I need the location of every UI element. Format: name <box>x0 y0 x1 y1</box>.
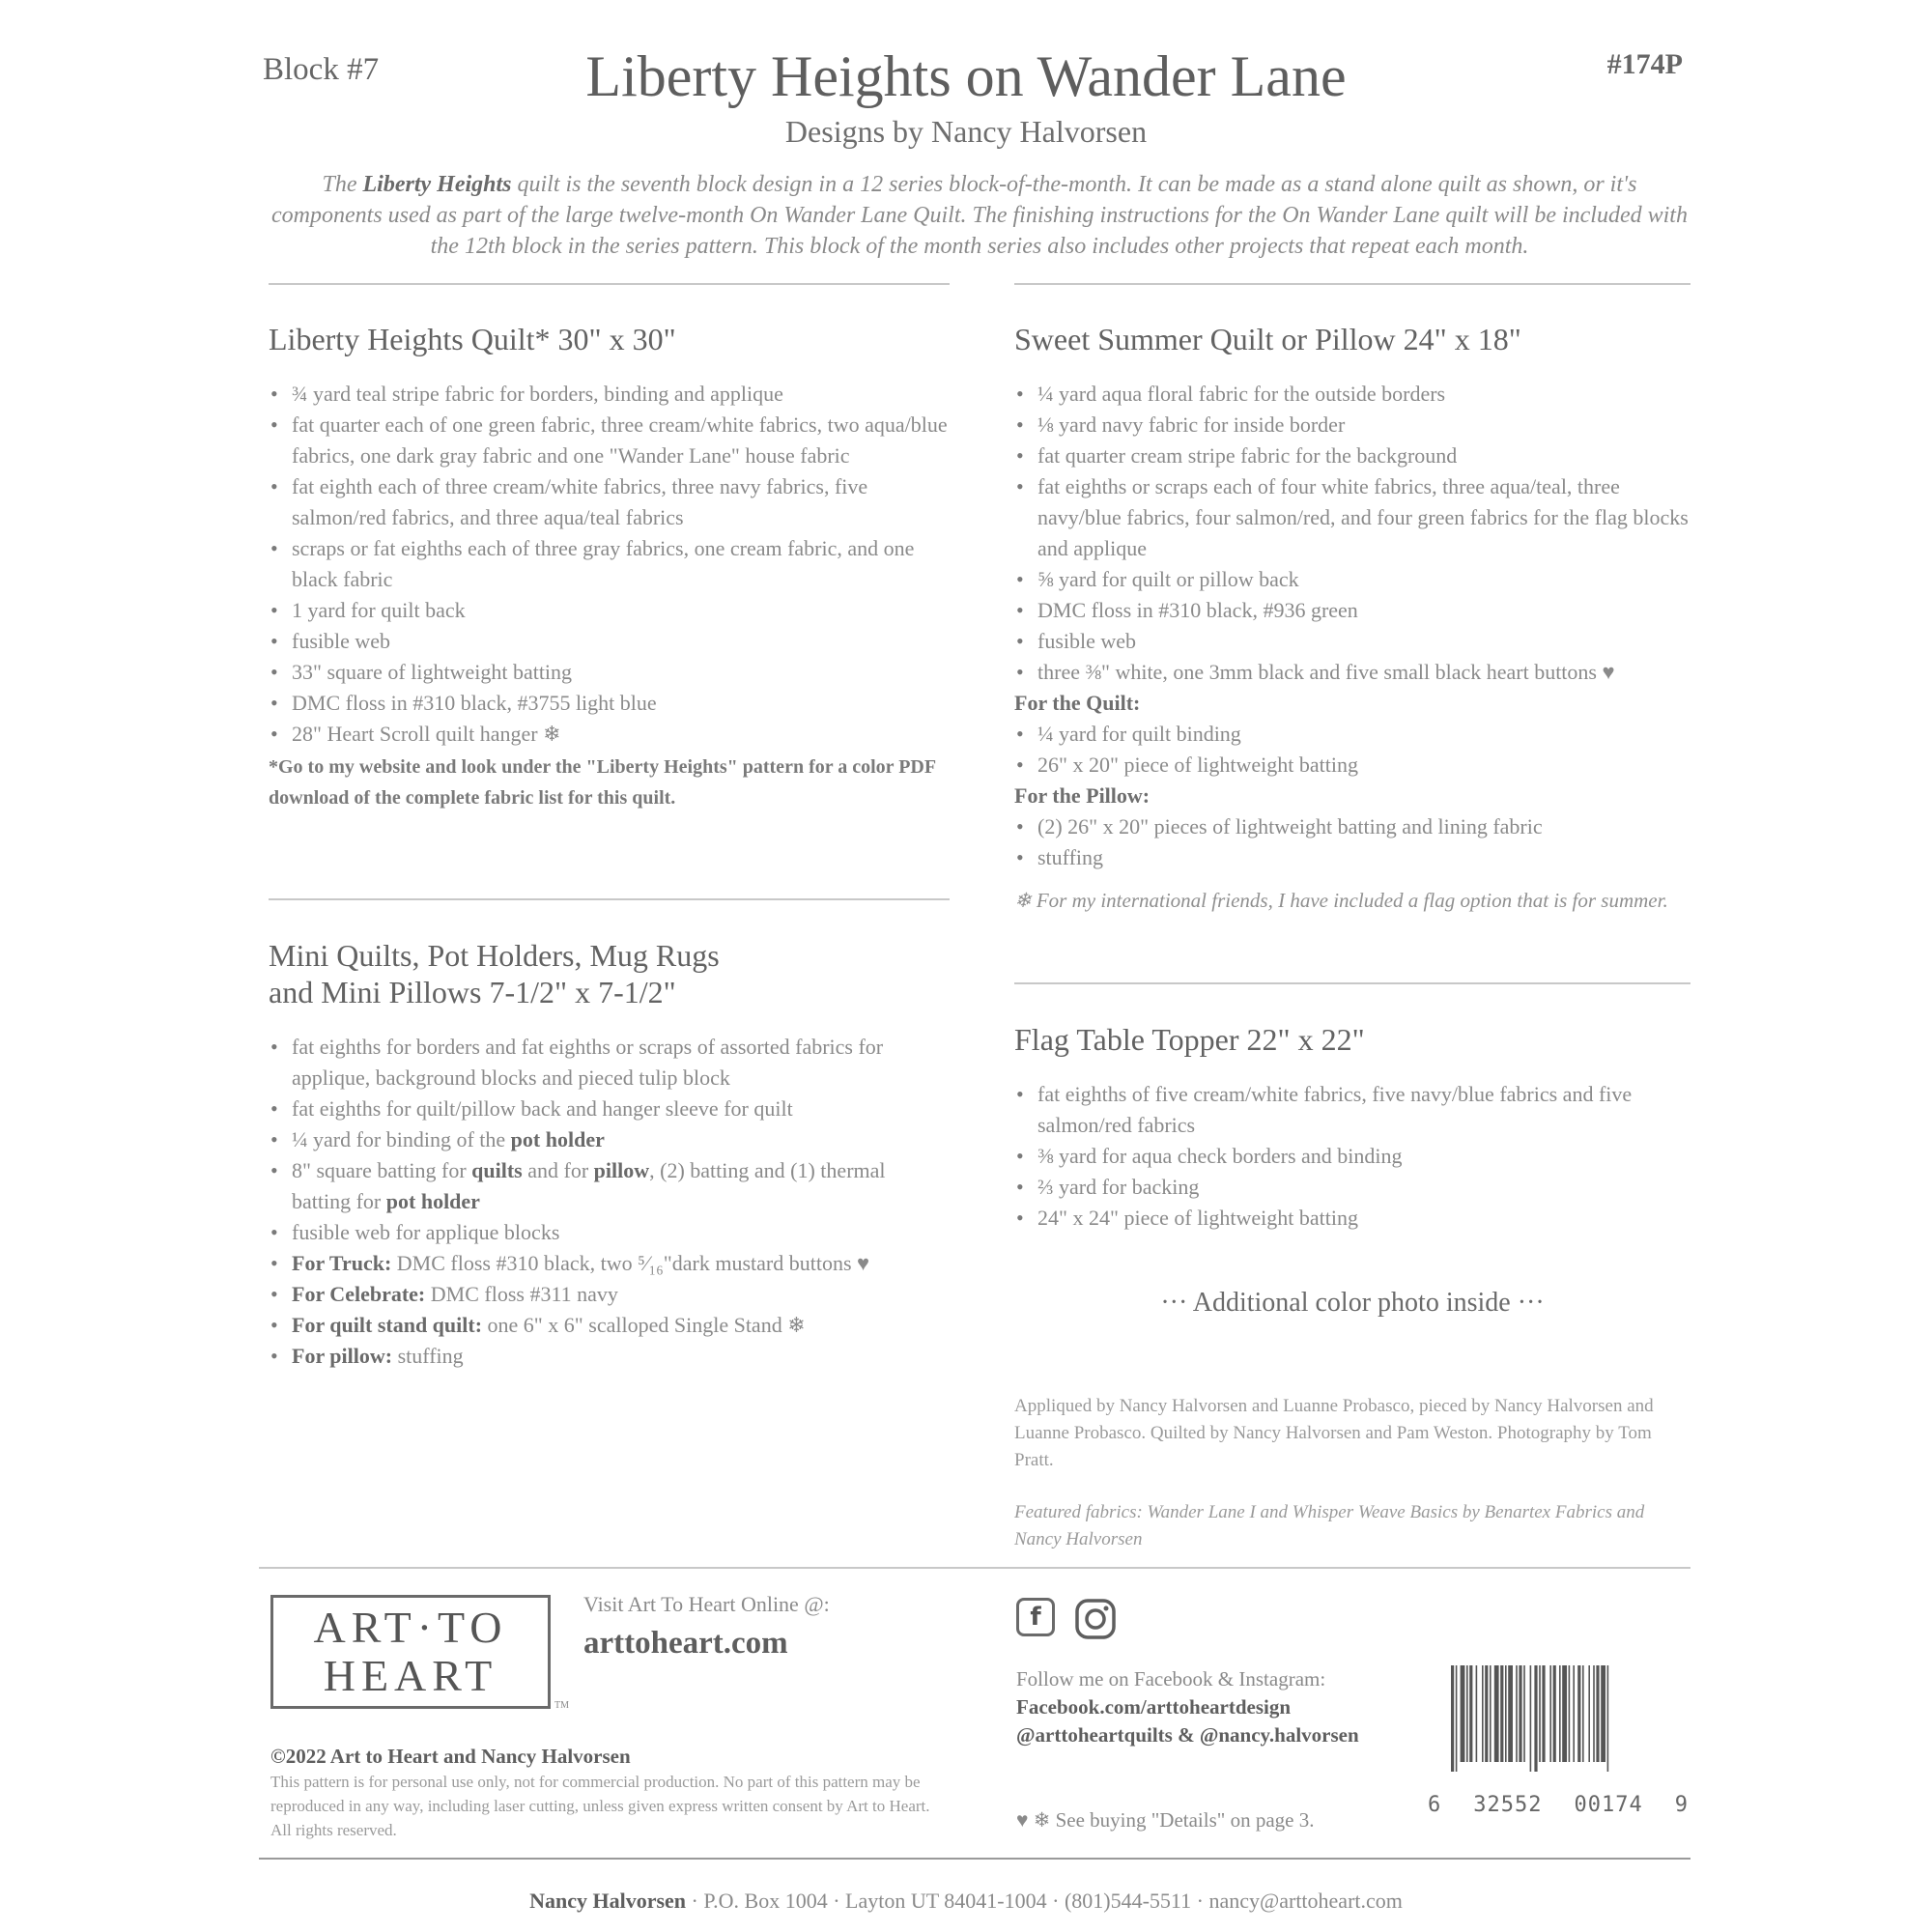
list-item: • ¼ yard for quilt binding <box>1014 719 1690 750</box>
designer-subtitle: Designs by Nancy Halvorsen <box>784 114 1148 149</box>
list-item: • 1 yard for quilt back <box>269 595 950 626</box>
barcode-bar <box>1539 1665 1541 1762</box>
divider <box>269 283 950 285</box>
barcode-bar <box>1601 1665 1605 1762</box>
list-item: • 33" square of lightweight batting <box>269 657 950 688</box>
list-item: • (2) 26" x 20" pieces of lightweight batting and lining fabric <box>1014 811 1690 842</box>
barcode-bar <box>1456 1665 1458 1772</box>
list-item: • For Truck: DMC floss #310 black, two ⁵⁄₁₆"dark mustard buttons ♥ <box>269 1248 950 1279</box>
barcode-bar <box>1466 1665 1468 1762</box>
list-item: • fat eighths for borders and fat eighths or scraps of assorted fabrics for applique, background blocks and pieced tulip block <box>269 1032 950 1094</box>
liberty-heights-section <box>269 321 950 813</box>
liberty-heights-list <box>269 379 950 750</box>
barcode-bar <box>1516 1665 1518 1762</box>
barcode-bar <box>1490 1665 1492 1762</box>
mini-quilts-title-line2: and Mini Pillows 7-1/2" x 7-1/2" <box>269 975 676 1009</box>
website-link[interactable]: arttoheart.com <box>583 1626 788 1661</box>
logo-line2: HEART <box>323 1651 498 1700</box>
barcode-bar <box>1494 1665 1499 1762</box>
barcode-bar <box>1485 1665 1488 1762</box>
mini-quilts-title-line1: Mini Quilts, Pot Holders, Mug Rugs <box>269 938 720 973</box>
credits: Appliqued by Nancy Halvorsen and Luanne Probasco, pieced by Nancy Halvorsen and Luanne Probasco. Quilted by Nancy Halvorsen and Pam Weston. Photography by Tom Pratt. <box>1014 1396 1654 1470</box>
visit-label: Visit Art To Heart Online @: <box>583 1592 830 1616</box>
instagram-icon[interactable] <box>1074 1598 1117 1640</box>
barcode-bar <box>1476 1665 1478 1762</box>
list-item: • fat eighths or scraps each of four white fabrics, three aqua/teal, three navy/blue fabrics, four salmon/red, and four green fabrics for the flag blocks and applique <box>1014 471 1690 564</box>
list-item: • 8" square batting for quilts and for pillow, (2) batting and (1) thermal batting for pot holder <box>269 1155 950 1217</box>
list-item: • ¼ yard for binding of the pot holder <box>269 1124 950 1155</box>
barcode-bar <box>1573 1665 1575 1762</box>
list-item: • For pillow: stuffing <box>269 1341 950 1372</box>
barcode <box>1449 1665 1662 1772</box>
list-item: • ⅛ yard navy fabric for inside border <box>1014 410 1690 440</box>
international-note: ❄ For my international friends, I have included a flag option that is for summer. <box>1014 889 1668 912</box>
mini-quilts-list <box>269 1032 950 1372</box>
facebook-link[interactable]: Facebook.com/arttoheartdesign <box>1016 1695 1292 1719</box>
list-item: • fusible web <box>269 626 950 657</box>
list-item: • three ⅜" white, one 3mm black and five small black heart buttons ♥ <box>1014 657 1690 688</box>
facebook-icon[interactable]: f <box>1016 1598 1055 1636</box>
barcode-bar <box>1607 1665 1609 1772</box>
barcode-bar <box>1461 1665 1465 1762</box>
for-the-quilt-heading: For the Quilt: <box>1014 691 1141 715</box>
sweet-summer-list <box>1014 379 1690 688</box>
barcode-bar <box>1569 1665 1571 1762</box>
barcode-bar <box>1577 1665 1580 1762</box>
liberty-heights-note: *Go to my website and look under the "Liberty Heights" pattern for a color PDF download of the complete fabric list for this quilt. <box>269 756 936 809</box>
list-item: • ¼ yard aqua floral fabric for the outside borders <box>1014 379 1690 410</box>
barcode-bar <box>1482 1665 1484 1762</box>
list-item: • fat eighths of five cream/white fabrics, five navy/blue fabrics and five salmon/red fabrics <box>1014 1079 1690 1141</box>
barcode-bar <box>1559 1665 1561 1762</box>
instagram-handles[interactable]: @arttoheartquilts & @nancy.halvorsen <box>1016 1723 1359 1747</box>
for-the-pillow-heading: For the Pillow: <box>1014 783 1151 808</box>
barcode-bar <box>1588 1665 1590 1762</box>
list-item: • 26" x 20" piece of lightweight batting <box>1014 750 1690 781</box>
list-item: • scraps or fat eighths each of three gray fabrics, one cream fabric, and one black fabric <box>269 533 950 595</box>
barcode-bar <box>1505 1665 1507 1762</box>
sweet-summer-title: Sweet Summer Quilt or Pillow 24" x 18" <box>1014 322 1521 356</box>
details-note: ♥ ❄ See buying "Details" on page 3. <box>1016 1808 1315 1832</box>
art-to-heart-logo <box>270 1595 551 1709</box>
follow-info <box>1016 1665 1422 1749</box>
divider <box>1014 982 1690 984</box>
list-item: • For Celebrate: DMC floss #311 navy <box>269 1279 950 1310</box>
list-item: • DMC floss in #310 black, #3755 light blue <box>269 688 950 719</box>
list-item: • ¾ yard teal stripe fabric for borders, binding and applique <box>269 379 950 410</box>
barcode-bar <box>1593 1665 1595 1762</box>
footer-contact: Nancy Halvorsen · P.O. Box 1004 · Layton UT 84041-1004 · (801)544-5511 · nancy@arttoheart.com <box>529 1889 1403 1913</box>
flag-topper-list <box>1014 1079 1690 1234</box>
copyright: ©2022 Art to Heart and Nancy Halvorsen <box>270 1745 631 1768</box>
divider <box>1014 283 1690 285</box>
liberty-heights-title: Liberty Heights Quilt* 30" x 30" <box>269 322 676 356</box>
divider <box>259 1858 1690 1860</box>
list-item: • ⅝ yard for quilt or pillow back <box>1014 564 1690 595</box>
list-item: • DMC floss in #310 black, #936 green <box>1014 595 1690 626</box>
flag-topper-section <box>1014 1021 1690 1234</box>
barcode-bar <box>1500 1665 1503 1762</box>
mini-quilts-section <box>269 937 950 1372</box>
logo-line1: ART·TO <box>313 1603 508 1652</box>
barcode-bar <box>1451 1665 1454 1772</box>
barcode-bar <box>1549 1665 1551 1762</box>
barcode-digits: 6 32552 00174 9 <box>1428 1793 1689 1817</box>
trademark: TM <box>554 1700 569 1711</box>
barcode-bar <box>1508 1665 1513 1762</box>
follow-label: Follow me on Facebook & Instagram: <box>1016 1667 1326 1690</box>
barcode-bar <box>1582 1665 1584 1762</box>
barcode-bar <box>1553 1665 1556 1762</box>
featured-fabrics: Featured fabrics: Wander Lane I and Whisper Weave Basics by Benartex Fabrics and Nancy Halvorsen <box>1014 1502 1645 1549</box>
list-item: • fusible web <box>1014 626 1690 657</box>
block-number: Block #7 <box>263 52 380 87</box>
for-the-quilt-list <box>1014 719 1690 781</box>
pattern-number: #174P <box>1606 48 1683 80</box>
barcode-bar <box>1519 1665 1521 1762</box>
barcode-bar <box>1596 1665 1599 1762</box>
list-item: • fat eighth each of three cream/white fabrics, three navy fabrics, five salmon/red fabrics, and three aqua/teal fabrics <box>269 471 950 533</box>
list-item: • fusible web for applique blocks <box>269 1217 950 1248</box>
barcode-bar <box>1562 1665 1567 1762</box>
barcode-bar <box>1542 1665 1545 1762</box>
list-item: • ⅜ yard for aqua check borders and binding <box>1014 1141 1690 1172</box>
for-the-pillow-list <box>1014 811 1690 873</box>
barcode-bar <box>1523 1665 1525 1762</box>
barcode-bar <box>1469 1665 1472 1762</box>
barcode-bar <box>1530 1665 1532 1772</box>
additional-photo-note: ··· Additional color photo inside ··· <box>1160 1288 1545 1318</box>
legal-notice: This pattern is for personal use only, not for commercial production. No part of this pattern may be reproduced in any way, including laser cutting, unless given express written consent by Art to Heart. All rights reserved. <box>270 1773 930 1839</box>
list-item: • fat quarter each of one green fabric, three cream/white fabrics, two aqua/blue fabrics, one dark gray fabric and one "Wander Lane" house fabric <box>269 410 950 471</box>
list-item: • fat quarter cream stripe fabric for the background <box>1014 440 1690 471</box>
sweet-summer-section <box>1014 321 1690 916</box>
list-item: • fat eighths for quilt/pillow back and hanger sleeve for quilt <box>269 1094 950 1124</box>
intro-paragraph: The Liberty Heights quilt is the seventh block design in a 12 series block-of-the-month. It can be made as a stand alone quilt as shown, or it's components used as part of the large twelve-month On Wander Lane Quilt. The finishing instructions for the On Wander Lane quilt will be included with the 12th block in the series pattern. This block of the month series also includes other projects that repeat each month. <box>271 172 1688 259</box>
list-item: • stuffing <box>1014 842 1690 873</box>
list-item: • For quilt stand quilt: one 6" x 6" scalloped Single Stand ❄ <box>269 1310 950 1341</box>
barcode-bar <box>1534 1665 1537 1772</box>
list-item: • 24" x 24" piece of lightweight batting <box>1014 1203 1690 1234</box>
page-title: Liberty Heights on Wander Lane <box>585 44 1347 108</box>
list-item: • 28" Heart Scroll quilt hanger ❄ <box>269 719 950 750</box>
list-item: • ⅔ yard for backing <box>1014 1172 1690 1203</box>
divider <box>259 1567 1690 1569</box>
divider <box>269 898 950 900</box>
flag-topper-title: Flag Table Topper 22" x 22" <box>1014 1022 1365 1057</box>
